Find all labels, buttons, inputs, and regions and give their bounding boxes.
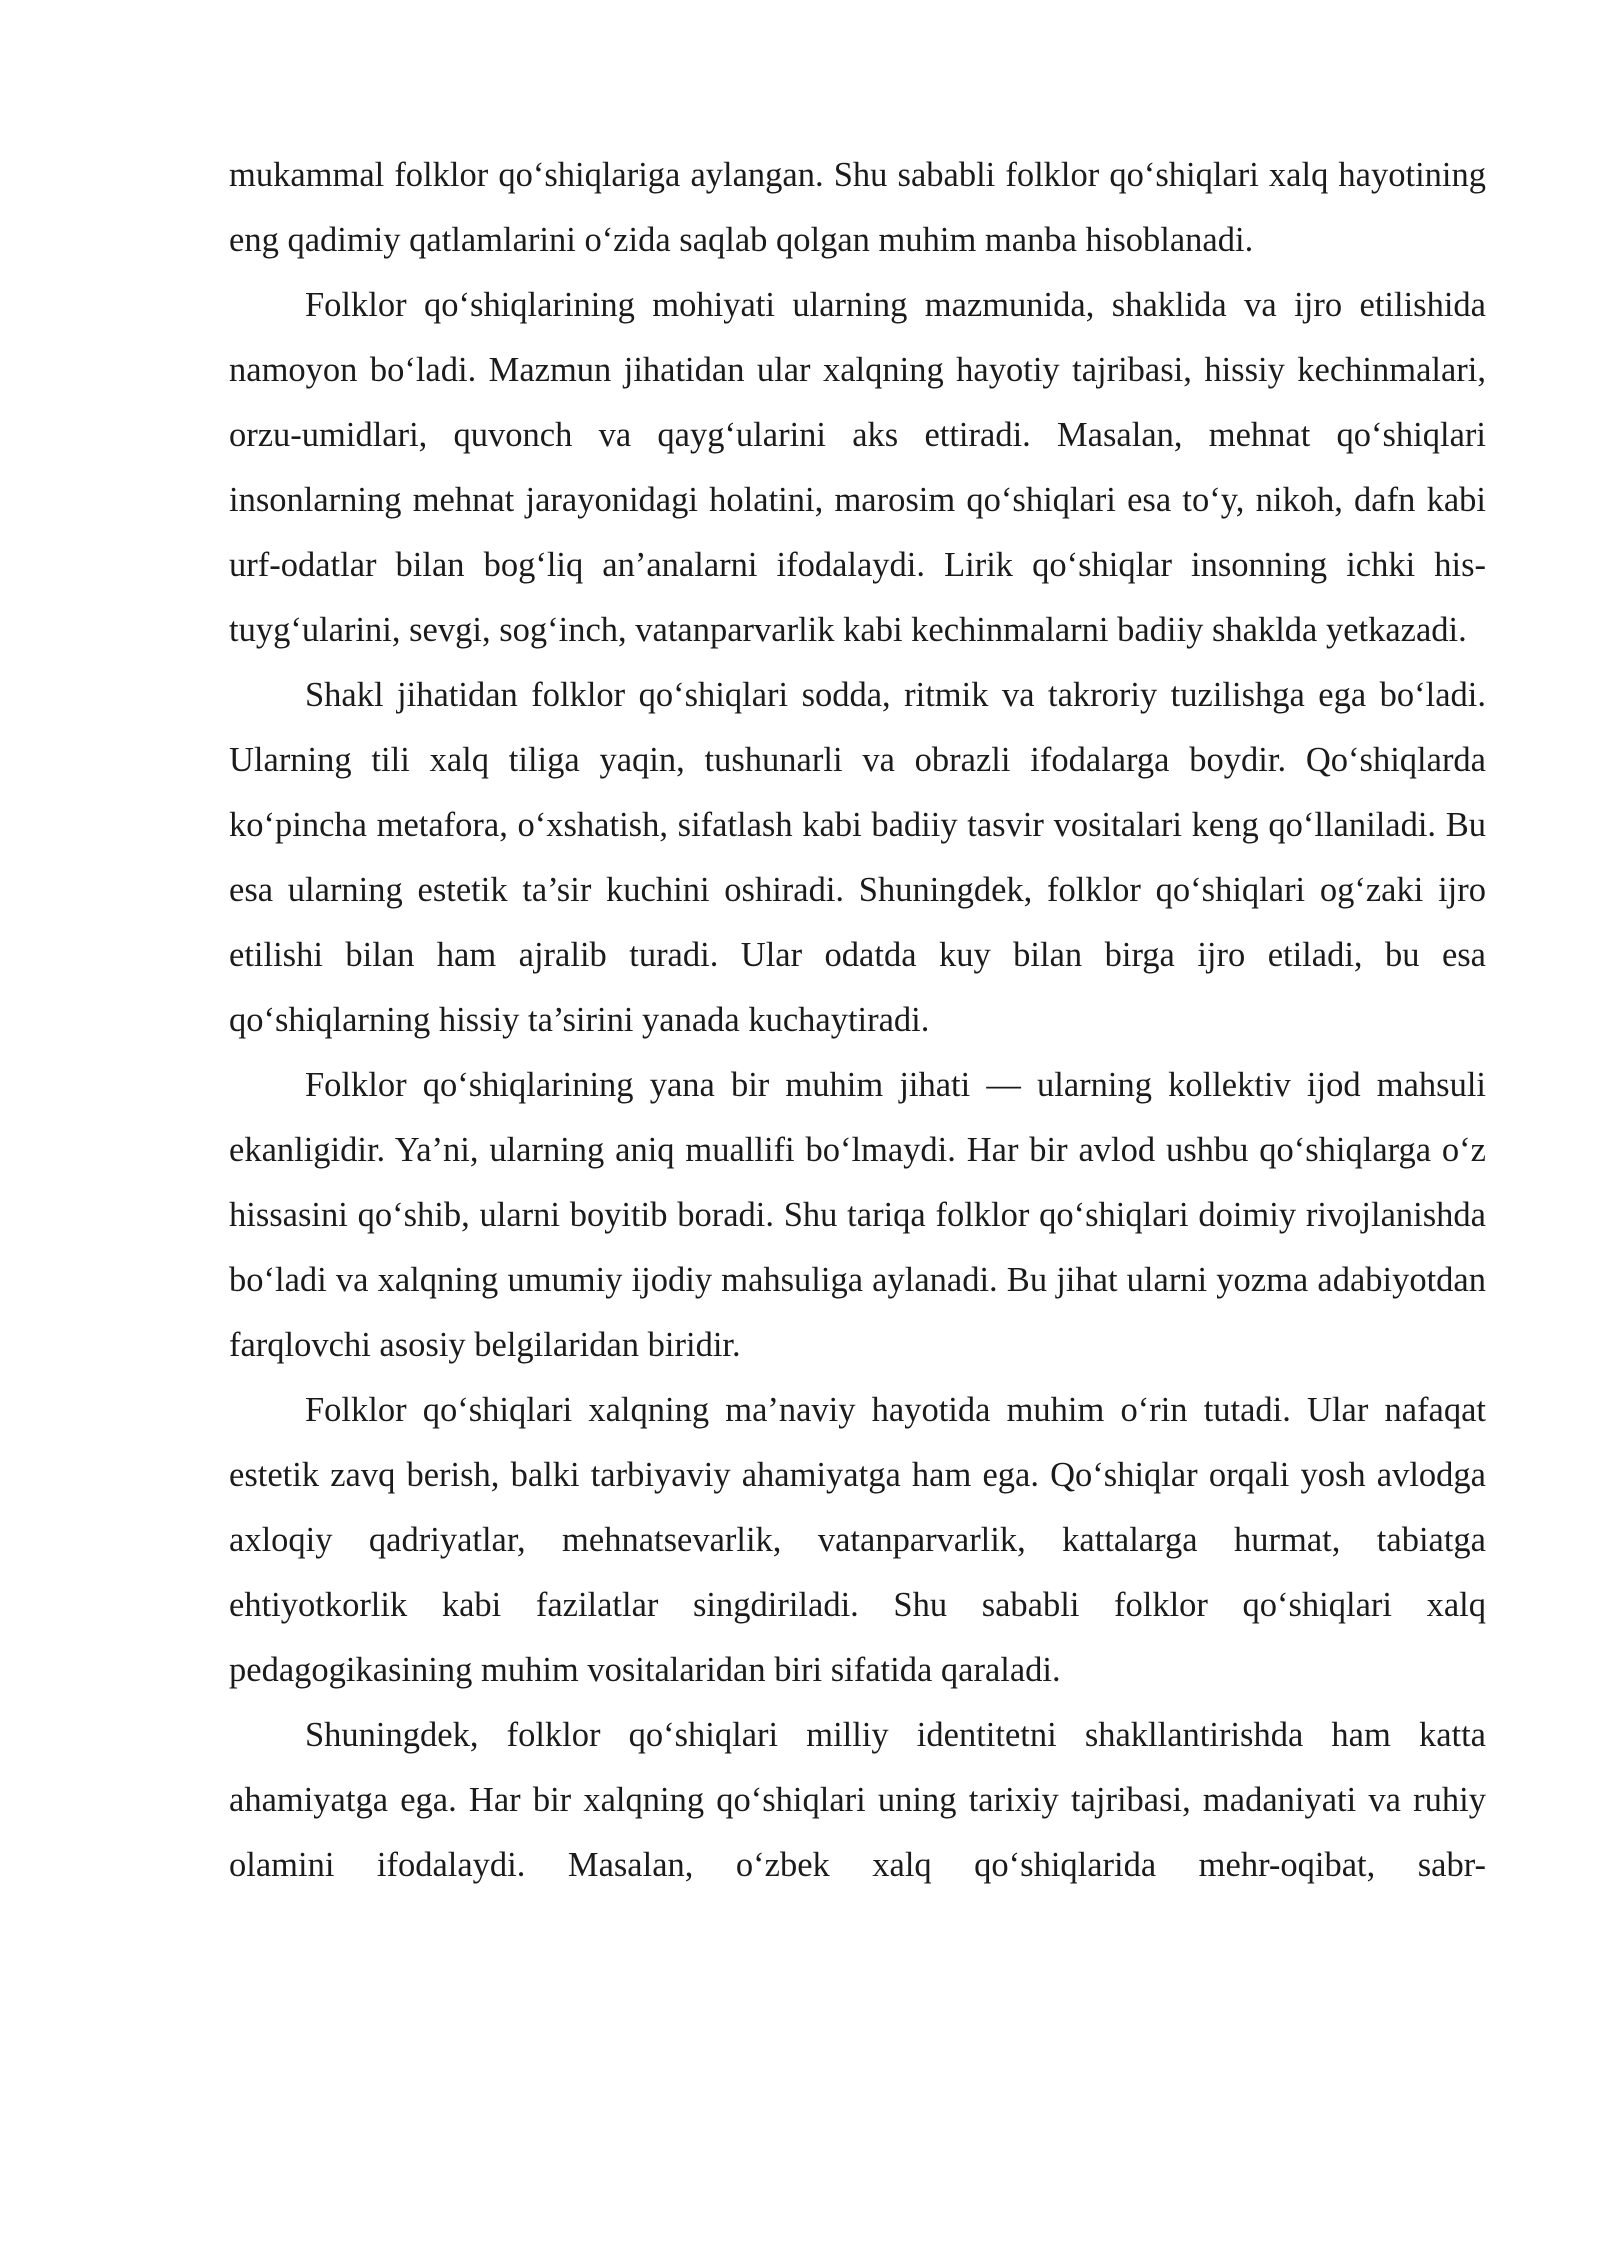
paragraph-essence: Folklor qo‘shiqlarining mohiyati ularning mazmunida, shaklida va ijro etilishida namoyon bo‘ladi. Mazmun jihatidan ular xalqning hayotiy tajribasi, hissiy kechinmalari, orzu-umidlari, quvonch va qayg‘ularini aks ettiradi. Masalan, mehnat qo‘shiqlari insonlarning mehnat jarayonidagi holatini, marosim qo‘shiqlari esa to‘y, nikoh, dafn kabi urf-odatlar bilan bog‘liq an’analarni ifodalaydi. Lirik qo‘shiqlar insonning ichki his-tuyg‘ularini, sevgi, sog‘inch, vatanparvarlik kabi kechinmalarni badiiy shaklda yetkazadi. <box>229 286 1486 649</box>
paragraph-collective: Folklor qo‘shiqlarining yana bir muhim jihati — ularning kollektiv ijod mahsuli ekanligidir. Ya’ni, ularning aniq muallifi bo‘lmaydi. Har bir avlod ushbu qo‘shiqlarga o‘z hissasini qo‘shib, ularni boyitib boradi. Shu tariqa folklor qo‘shiqlari doimiy rivojlanishda bo‘ladi va xalqning umumiy ijodiy mahsuliga aylanadi. Bu jihat ularni yozma adabiyotdan farqlovchi asosiy belgilaridan biridir. <box>229 1066 1486 1364</box>
document-page <box>229 143 1486 1898</box>
paragraph-form: Shakl jihatidan folklor qo‘shiqlari sodda, ritmik va takroriy tuzilishga ega bo‘ladi. Ularning tili xalq tiliga yaqin, tushunarli va obrazli ifodalarga boydir. Qo‘shiqlarda ko‘pincha metafora, o‘xshatish, sifatlash kabi badiiy tasvir vositalari keng qo‘llaniladi. Bu esa ularning estetik ta’sir kuchini oshiradi. Shuningdek, folklor qo‘shiqlari og‘zaki ijro etilishi bilan ham ajralib turadi. Ular odatda kuy bilan birga ijro etiladi, bu esa qo‘shiqlarning hissiy ta’sirini yanada kuchaytiradi. <box>229 676 1486 1039</box>
paragraph-continuation: mukammal folklor qo‘shiqlariga aylangan. Shu sababli folklor qo‘shiqlari xalq hayotining eng qadimiy qatlamlarini o‘zida saqlab qolgan muhim manba hisoblanadi. <box>229 156 1486 259</box>
paragraph-spiritual: Folklor qo‘shiqlari xalqning ma’naviy hayotida muhim o‘rin tutadi. Ular nafaqat estetik zavq berish, balki tarbiyaviy ahamiyatga ham ega. Qo‘shiqlar orqali yosh avlodga axloqiy qadriyatlar, mehnatsevarlik, vatanparvarlik, kattalarga hurmat, tabiatga ehtiyotkorlik kabi fazilatlar singdiriladi. Shu sababli folklor qo‘shiqlari xalq pedagogikasining muhim vositalaridan biri sifatida qaraladi. <box>229 1391 1486 1689</box>
paragraph-identity: Shuningdek, folklor qo‘shiqlari milliy identitetni shakllantirishda ham katta ahamiyatga ega. Har bir xalqning qo‘shiqlari uning tarixiy tajribasi, madaniyati va ruhiy olamini ifodalaydi. Masalan, o‘zbek xalq qo‘shiqlarida mehr-oqibat, sabr- <box>229 1716 1486 1884</box>
